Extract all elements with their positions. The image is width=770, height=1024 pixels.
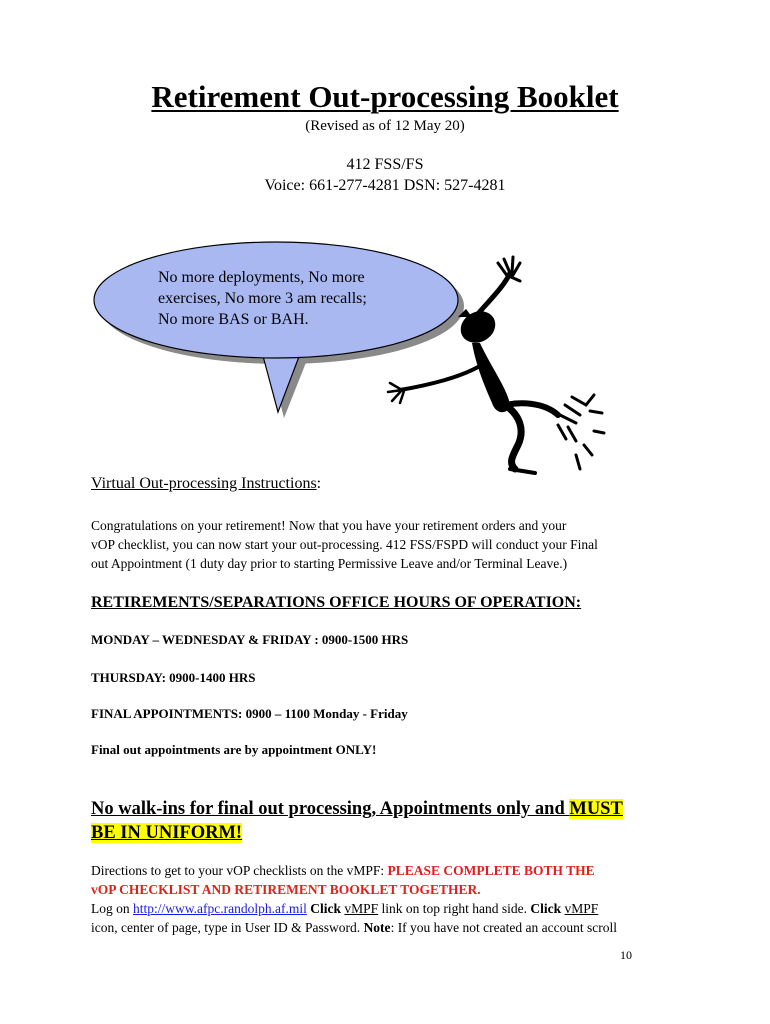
intro-line: out Appointment (1 duty day prior to starting Permissive Leave and/or Terminal Leave.) <box>91 556 568 571</box>
vmpf-icon-text: vMPF <box>564 901 599 916</box>
intro-line: Congratulations on your retirement! Now that you have your retirement orders and your <box>91 518 567 533</box>
directions-text: Log on <box>91 901 133 916</box>
bubble-line: No more BAS or BAH. <box>158 311 309 328</box>
instructions-heading-colon: : <box>316 475 322 492</box>
unit-name: 412 FSS/FS <box>346 156 424 173</box>
page-number: 10 <box>620 948 632 962</box>
click-label: Click <box>530 901 562 916</box>
walkin-text: No walk-ins for final out processing, Appointments only and <box>91 799 570 819</box>
bubble-line: exercises, No more 3 am recalls; <box>158 290 367 307</box>
intro-paragraph <box>91 516 681 573</box>
directions-line-4 <box>91 918 681 937</box>
hours-thursday: THURSDAY: 0900-1400 HRS <box>91 670 256 685</box>
directions-line-1 <box>91 861 681 880</box>
directions-warning-2: vOP CHECKLIST AND RETIREMENT BOOKLET TOGETHER. <box>91 882 481 897</box>
directions-paragraph <box>91 861 681 937</box>
revised-date: (Revised as of 12 May 20) <box>305 118 465 134</box>
bubble-line: No more deployments, No more <box>158 269 365 286</box>
instructions-heading-text: Virtual Out-processing Instructions <box>91 475 317 492</box>
directions-text: : If you have not created an account scroll <box>390 920 617 935</box>
directions-line-3 <box>91 899 681 918</box>
final-appointments-hours: FINAL APPOINTMENTS: 0900 – 1100 Monday - Friday <box>91 706 408 721</box>
directions-line-2 <box>91 880 681 899</box>
directions-text: icon, center of page, type in User ID & Password. <box>91 920 364 935</box>
directions-intro: Directions to get to your vOP checklists on the vMPF: <box>91 863 388 878</box>
appointment-only-note: Final out appointments are by appointment ONLY! <box>91 742 377 757</box>
walkin-highlight-uniform: BE IN UNIFORM! <box>91 823 243 843</box>
page-title <box>0 78 770 116</box>
vmpf-link-text: vMPF <box>344 901 379 916</box>
office-hours-heading: RETIREMENTS/SEPARATIONS OFFICE HOURS OF OPERATION: <box>91 594 582 611</box>
unit-block <box>0 154 770 196</box>
note-label: Note <box>363 920 391 935</box>
hours-mon-wed-fri: MONDAY – WEDNESDAY & FRIDAY : 0900-1500 HRS <box>91 632 409 647</box>
title-text: Retirement Out-processing Booklet <box>151 79 619 114</box>
directions-text: link on top right hand side. <box>378 901 531 916</box>
intro-line: vOP checklist, you can now start your out-processing. 412 FSS/FSPD will conduct your Final <box>91 537 598 552</box>
instructions-heading <box>91 474 321 494</box>
contact-line: Voice: 661-277-4281 DSN: 527-4281 <box>264 177 506 194</box>
walkin-warning <box>91 797 691 845</box>
walkin-highlight-must: MUST <box>569 799 623 819</box>
click-label: Click <box>310 901 341 916</box>
afpc-link[interactable]: http://www.afpc.randolph.af.mil <box>133 901 307 916</box>
dancing-figure-icon <box>380 255 620 485</box>
directions-warning-1: PLEASE COMPLETE BOTH THE <box>387 863 595 878</box>
